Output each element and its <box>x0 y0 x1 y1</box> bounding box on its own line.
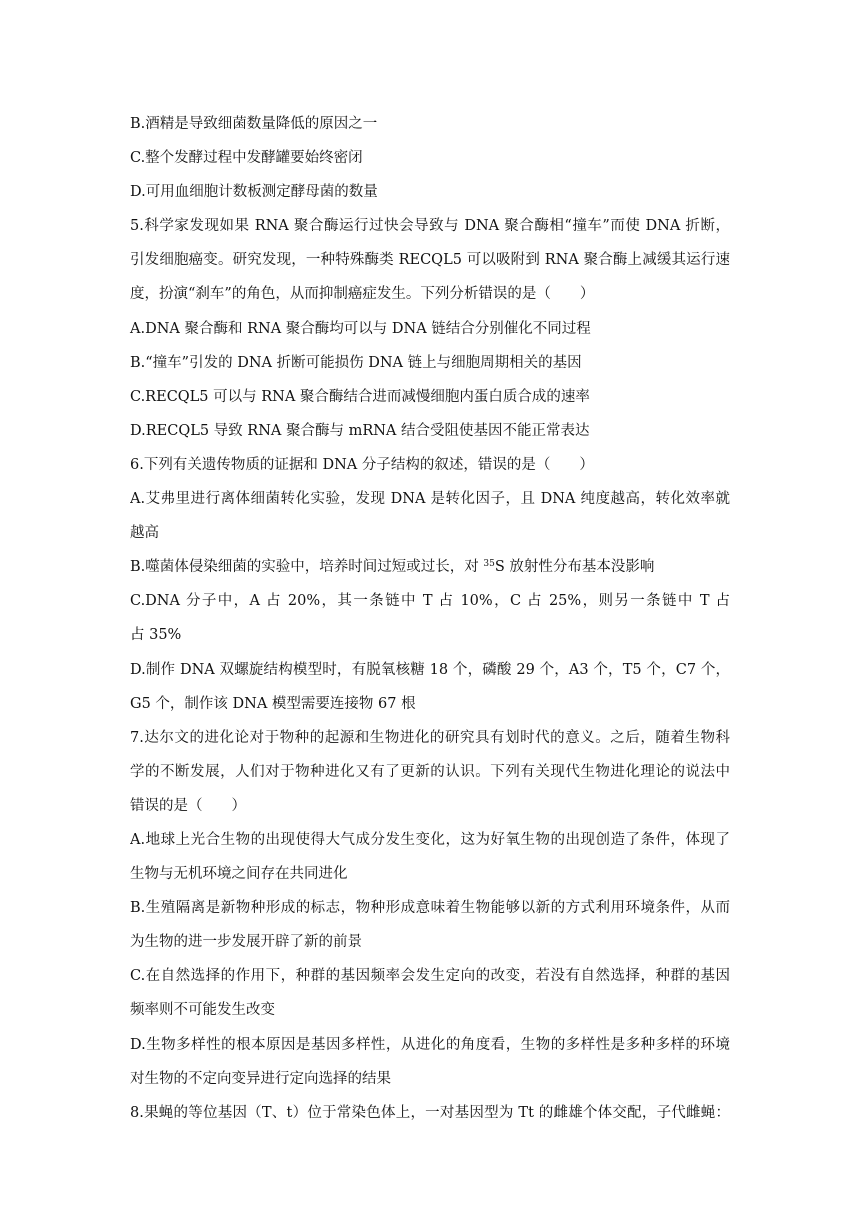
text-line: D.RECQL5 导致 RNA 聚合酶与 mRNA 结合受阻使基因不能正常表达 <box>130 422 590 439</box>
text-line: B.“撞车”引发的 DNA 折断可能损伤 DNA 链上与细胞周期相关的基因 <box>130 354 582 371</box>
text-line: D.可用血细胞计数板测定酵母菌的数量 <box>130 184 378 201</box>
text-line: B.酒精是导致细菌数量降低的原因之一 <box>130 116 378 132</box>
text-line: 错误的是（ ） <box>130 797 246 814</box>
text-line: C.DNA 分子中，A 占 20%，其一条链中 T 占 10%，C 占 25%，则另一条链中 T 占 <box>130 593 730 610</box>
text-segment: S 放射性分布基本没影响 <box>494 559 655 576</box>
text-line: C.整个发酵过程中发酵罐要始终密闭 <box>130 150 363 167</box>
text-line: 6.下列有关遗传物质的证据和 DNA 分子结构的叙述，错误的是（ ） <box>130 456 594 473</box>
text-line: 生物与无机环境之间存在共同进化 <box>130 866 348 883</box>
text-line: 引发细胞癌变。研究发现，一种特殊酶类 RECQL5 可以吸附到 RNA 聚合酶上减缓其运行速 <box>130 252 730 269</box>
text-line: B.生殖隔离是新物种形成的标志，物种形成意味着生物能够以新的方式利用环境条件，从而 <box>130 900 730 917</box>
text-line: 5.科学家发现如果 RNA 聚合酶运行过快会导致与 DNA 聚合酶相“撞车”而使 DNA 折断， <box>130 218 730 235</box>
text-line: 学的不断发展，人们对于物种进化又有了更新的认识。下列有关现代生物进化理论的说法中 <box>130 763 730 780</box>
text-line: 8.果蝇的等位基因（T、t）位于常染色体上，一对基因型为 Tt 的雌雄个体交配，子代雌蝇： <box>130 1104 730 1121</box>
text-line: 越高 <box>130 525 159 542</box>
text-line: G5 个，制作该 DNA 模型需要连接物 67 根 <box>130 695 416 712</box>
text-line: D.生物多样性的根本原因是基因多样性，从进化的角度看，生物的多样性是多种多样的环境 <box>130 1036 730 1053</box>
text-segment: B.噬菌体侵染细菌的实验中，培养时间过短或过长，对 <box>130 559 484 576</box>
text-line: C.RECQL5 可以与 RNA 聚合酶结合进而减慢细胞内蛋白质合成的速率 <box>130 388 590 405</box>
document-body <box>130 107 730 1130</box>
text-line: 度，扮演“刹车”的角色，从而抑制癌症发生。下列分析错误的是（ ） <box>130 286 595 303</box>
text-line: 频率则不可能发生改变 <box>130 1002 275 1019</box>
text-line: A.DNA 聚合酶和 RNA 聚合酶均可以与 DNA 链结合分别催化不同过程 <box>130 320 591 337</box>
superscript: 35 <box>483 559 495 570</box>
text-line: 为生物的进一步发展开辟了新的前景 <box>130 934 362 951</box>
text-line <box>130 550 730 584</box>
text-line: C.在自然选择的作用下，种群的基因频率会发生定向的改变，若没有自然选择，种群的基因 <box>130 968 730 985</box>
text-line: 对生物的不定向变异进行定向选择的结果 <box>130 1070 391 1087</box>
text-line: 占 35% <box>130 627 182 644</box>
text-line: A.地球上光合生物的出现使得大气成分发生变化，这为好氧生物的出现创造了条件，体现了 <box>130 831 730 848</box>
text-line: D.制作 DNA 双螺旋结构模型时，有脱氧核糖 18 个，磷酸 29 个，A3 个，T5 个，C7 个， <box>130 661 730 678</box>
text-line: 7.达尔文的进化论对于物种的起源和生物进化的研究具有划时代的意义。之后，随着生物科 <box>130 729 730 746</box>
text-line: A.艾弗里进行离体细菌转化实验，发现 DNA 是转化因子，且 DNA 纯度越高，转化效率就 <box>130 491 730 508</box>
